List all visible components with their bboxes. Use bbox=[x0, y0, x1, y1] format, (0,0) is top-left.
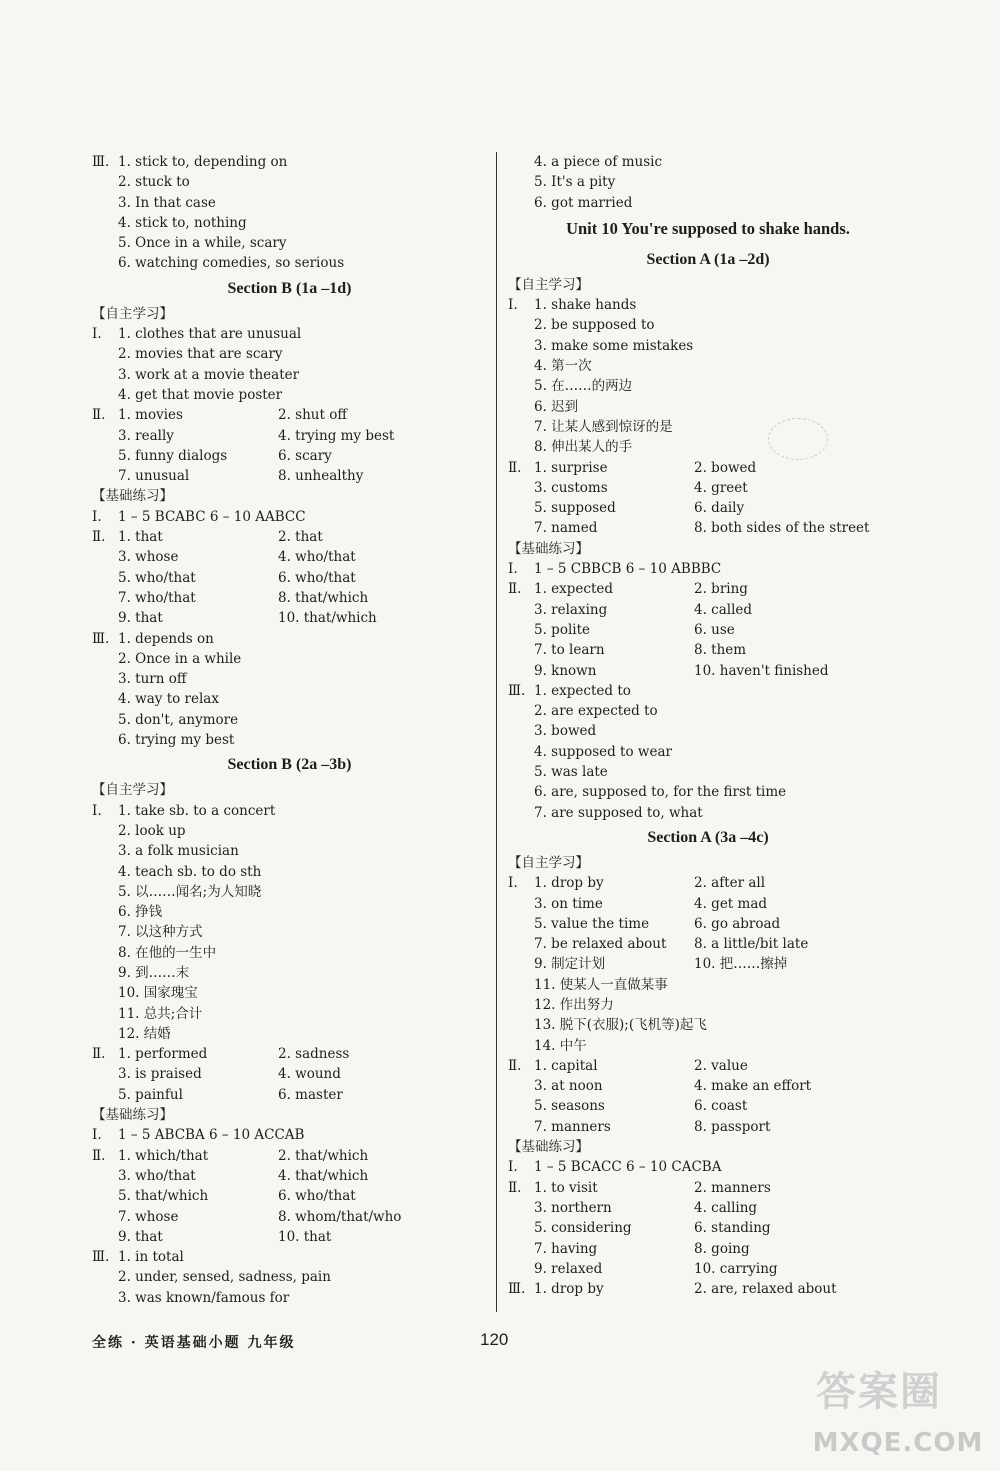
answer-text-second: 8. them bbox=[694, 642, 747, 659]
roman-marker: Ⅰ. bbox=[92, 508, 102, 525]
answer-text: 3. bowed bbox=[534, 723, 597, 740]
roman-marker: Ⅲ. bbox=[508, 682, 526, 699]
answer-text: 2. movies that are scary bbox=[118, 346, 283, 363]
answer-line bbox=[508, 336, 908, 356]
exercise-label: 【基础练习】 bbox=[92, 488, 173, 505]
answer-line bbox=[508, 873, 908, 893]
unit-title: Unit 10 You're supposed to shake hands. bbox=[566, 218, 850, 238]
answer-text: 2. be supposed to bbox=[534, 317, 655, 334]
answer-line bbox=[92, 426, 487, 446]
answer-text-second: 2. manners bbox=[694, 1179, 771, 1196]
answer-line bbox=[92, 669, 487, 689]
answer-text: 13. 脱下(衣服);(飞机等)起飞 bbox=[534, 1017, 707, 1034]
answer-text: 1. to visit bbox=[534, 1179, 598, 1196]
answer-text-second: 4. who/that bbox=[278, 549, 356, 566]
answer-line bbox=[508, 975, 908, 995]
answer-text: 7. 让某人感到惊讶的是 bbox=[534, 418, 673, 435]
answer-text: 3. work at a movie theater bbox=[118, 366, 300, 383]
answer-line bbox=[92, 730, 487, 750]
answer-line bbox=[92, 841, 487, 861]
answer-line bbox=[508, 1056, 908, 1076]
answer-text-second: 6. who/that bbox=[278, 569, 356, 586]
site-watermark bbox=[808, 1360, 988, 1460]
answer-text: 3. In that case bbox=[118, 194, 216, 211]
answer-line bbox=[508, 762, 908, 782]
answer-line bbox=[508, 1279, 908, 1299]
answer-line bbox=[508, 315, 908, 335]
answer-text-second: 8. that/which bbox=[278, 589, 369, 606]
answer-line bbox=[508, 894, 908, 914]
answer-text: 1. surprise bbox=[534, 459, 608, 476]
answer-line bbox=[92, 1044, 487, 1064]
answer-text-second: 8. going bbox=[694, 1240, 750, 1257]
answer-text: 4. a piece of music bbox=[534, 154, 663, 170]
answer-text-second: 6. daily bbox=[694, 500, 745, 517]
answer-text: 1. stick to, depending on bbox=[118, 154, 288, 170]
answer-text-second: 6. scary bbox=[278, 447, 332, 464]
answer-line bbox=[508, 1015, 908, 1035]
answer-text: 4. 第一次 bbox=[534, 358, 592, 375]
answer-line bbox=[508, 579, 908, 599]
answer-line bbox=[92, 1288, 487, 1308]
answer-line bbox=[508, 681, 908, 701]
answer-line bbox=[508, 193, 908, 213]
answer-text: 5. supposed bbox=[534, 500, 616, 517]
answer-text: 3. who/that bbox=[118, 1167, 196, 1184]
answer-line bbox=[92, 821, 487, 841]
roman-marker: Ⅱ. bbox=[508, 1057, 522, 1074]
answer-text: 5. Once in a while, scary bbox=[118, 235, 287, 252]
answer-text: 1. in total bbox=[118, 1249, 184, 1266]
answer-line bbox=[92, 588, 487, 608]
answer-text: 7. 以这种方式 bbox=[118, 924, 203, 941]
answer-text: 2. are expected to bbox=[534, 703, 658, 720]
answer-text-second: 10. carrying bbox=[694, 1260, 778, 1277]
answer-line bbox=[508, 914, 908, 934]
answer-text: 5. was late bbox=[534, 764, 608, 781]
answer-text-second: 2. bowed bbox=[694, 459, 757, 476]
answer-text-second: 10. that/which bbox=[278, 610, 377, 627]
answer-text-second: 2. that bbox=[278, 529, 323, 546]
answer-line bbox=[92, 1186, 487, 1206]
column-divider bbox=[496, 152, 497, 1312]
watermark-logo: 答案圈 bbox=[816, 1369, 942, 1415]
answer-line bbox=[92, 1024, 487, 1044]
exercise-label: 【自主学习】 bbox=[92, 782, 173, 799]
section-heading: Section A (1a –2d) bbox=[646, 250, 770, 268]
roman-marker: Ⅰ. bbox=[508, 561, 518, 578]
answer-text: 11. 总共;合计 bbox=[118, 1005, 203, 1022]
answer-line bbox=[92, 446, 487, 466]
roman-marker: Ⅲ. bbox=[92, 630, 110, 647]
answer-line bbox=[92, 943, 487, 963]
answer-text: 8. 在他的一生中 bbox=[118, 944, 217, 961]
exercise-label: 【基础练习】 bbox=[508, 1139, 589, 1156]
answer-line bbox=[508, 172, 908, 192]
roman-marker: Ⅱ. bbox=[92, 407, 106, 424]
answer-text: 7. are supposed to, what bbox=[534, 804, 703, 821]
answer-line bbox=[508, 1239, 908, 1259]
answer-text: 7. who/that bbox=[118, 589, 196, 606]
answer-line bbox=[92, 1004, 487, 1024]
answer-text: 1. drop by bbox=[534, 875, 604, 892]
answer-text: 5. that/which bbox=[118, 1188, 209, 1205]
answer-text: 1. shake hands bbox=[534, 297, 637, 314]
answer-line bbox=[508, 934, 908, 954]
book-title: 全练 · 英语基础小题 九年级 bbox=[92, 1335, 296, 1351]
answer-text-second: 2. sadness bbox=[278, 1046, 350, 1063]
answer-text: 1 – 5 BCACC 6 – 10 CACBA bbox=[534, 1159, 722, 1176]
answer-line bbox=[508, 518, 908, 538]
answer-text-second: 4. wound bbox=[278, 1066, 341, 1083]
answer-text-second: 4. make an effort bbox=[694, 1078, 812, 1095]
answer-text-second: 4. get mad bbox=[694, 895, 768, 912]
answer-line bbox=[508, 1218, 908, 1238]
answer-line bbox=[508, 1157, 908, 1177]
answer-line bbox=[508, 1076, 908, 1096]
answer-line bbox=[92, 365, 487, 385]
roman-marker: Ⅱ. bbox=[92, 1147, 106, 1164]
answer-line bbox=[92, 608, 487, 628]
answer-text-second: 6. who/that bbox=[278, 1188, 356, 1205]
answer-line bbox=[92, 1064, 487, 1084]
answer-line bbox=[508, 782, 908, 802]
answer-text: 3. whose bbox=[118, 549, 179, 566]
answer-text: 5. don't, anymore bbox=[118, 711, 239, 728]
answer-text-second: 2. value bbox=[694, 1057, 748, 1074]
answer-text: 1. that bbox=[118, 529, 163, 546]
answer-text: 6. are, supposed to, for the first time bbox=[534, 784, 787, 801]
answer-line bbox=[92, 253, 487, 273]
answer-text: 2. stuck to bbox=[118, 174, 190, 191]
left-column bbox=[92, 152, 487, 1308]
answer-text: 4. teach sb. to do sth bbox=[118, 863, 262, 880]
answer-text-second: 6. standing bbox=[694, 1220, 771, 1237]
roman-marker: Ⅰ. bbox=[508, 875, 518, 892]
answer-text: 6. trying my best bbox=[118, 732, 235, 749]
answer-text: 1 – 5 ABCBA 6 – 10 ACCAB bbox=[118, 1127, 305, 1144]
roman-marker: Ⅱ. bbox=[92, 1046, 106, 1063]
answer-line bbox=[508, 376, 908, 396]
answer-text-second: 10. 把……擦掉 bbox=[694, 956, 788, 973]
roman-marker: Ⅰ. bbox=[92, 326, 102, 343]
answer-text-second: 6. use bbox=[694, 621, 735, 638]
answer-text-second: 2. after all bbox=[694, 875, 766, 892]
answer-line bbox=[508, 620, 908, 640]
section-heading: Section B (2a –3b) bbox=[227, 756, 352, 774]
answer-text: 1. depends on bbox=[118, 630, 214, 647]
answer-text: 5. 以……闻名;为人知晓 bbox=[118, 883, 262, 900]
answer-line bbox=[508, 742, 908, 762]
answer-line bbox=[92, 922, 487, 942]
answer-text-second: 8. unhealthy bbox=[278, 468, 364, 485]
answer-text: 5. considering bbox=[534, 1220, 632, 1237]
answer-text-second: 4. trying my best bbox=[278, 427, 395, 444]
answer-text-second: 8. passport bbox=[694, 1118, 771, 1135]
answer-text: 5. polite bbox=[534, 621, 590, 638]
answer-line bbox=[92, 1125, 487, 1145]
answer-line bbox=[92, 902, 487, 922]
right-column bbox=[508, 152, 908, 1299]
exercise-label: 【自主学习】 bbox=[508, 276, 589, 293]
answer-text-second: 6. master bbox=[278, 1086, 343, 1103]
answer-text-second: 2. are, relaxed about bbox=[694, 1281, 837, 1298]
answer-text: 3. was known/famous for bbox=[118, 1289, 290, 1306]
exercise-label: 【基础练习】 bbox=[508, 540, 589, 557]
answer-line bbox=[92, 862, 487, 882]
answer-line bbox=[508, 1036, 908, 1056]
faint-stamp bbox=[768, 418, 828, 460]
answer-text: 1 – 5 BCABC 6 – 10 AABCC bbox=[118, 508, 306, 525]
answer-line bbox=[508, 295, 908, 315]
answer-line bbox=[508, 995, 908, 1015]
answer-text: 7. manners bbox=[534, 1118, 611, 1135]
answer-text: 9. 到……末 bbox=[118, 964, 190, 981]
section-heading: Section B (1a –1d) bbox=[227, 279, 352, 297]
answer-text: 3. at noon bbox=[534, 1078, 603, 1095]
answer-text: 9. that bbox=[118, 610, 163, 627]
answer-text: 7. whose bbox=[118, 1208, 179, 1225]
answer-text: 1. capital bbox=[534, 1057, 598, 1074]
roman-marker: Ⅰ. bbox=[92, 802, 102, 819]
answer-text: 4. get that movie poster bbox=[118, 386, 283, 403]
answer-line bbox=[508, 1096, 908, 1116]
answer-line bbox=[508, 1117, 908, 1137]
answer-text: 5. 在……的两边 bbox=[534, 378, 633, 395]
answer-text: 3. a folk musician bbox=[118, 843, 239, 860]
answer-text: 5. funny dialogs bbox=[118, 447, 228, 464]
answer-line bbox=[92, 385, 487, 405]
answer-line bbox=[92, 568, 487, 588]
answer-line bbox=[92, 527, 487, 547]
answer-line bbox=[92, 710, 487, 730]
roman-marker: Ⅱ. bbox=[92, 529, 106, 546]
answer-text-second: 4. called bbox=[694, 601, 753, 618]
answer-text-second: 4. calling bbox=[694, 1199, 758, 1216]
answer-line bbox=[92, 324, 487, 344]
answer-line bbox=[508, 559, 908, 579]
answer-line bbox=[92, 1166, 487, 1186]
answer-line bbox=[92, 152, 487, 172]
answer-line bbox=[92, 1085, 487, 1105]
answer-text: 5. seasons bbox=[534, 1098, 605, 1115]
roman-marker: Ⅰ. bbox=[92, 1127, 102, 1144]
answer-text: 5. value the time bbox=[534, 915, 650, 932]
answer-text: 9. relaxed bbox=[534, 1260, 603, 1277]
answer-text-second: 10. that bbox=[278, 1228, 332, 1245]
answer-text: 1. drop by bbox=[534, 1281, 604, 1298]
answer-text: 7. named bbox=[534, 520, 598, 537]
answer-line bbox=[92, 1227, 487, 1247]
answer-text: 3. relaxing bbox=[534, 601, 608, 618]
answer-line bbox=[92, 547, 487, 567]
answer-text: 3. customs bbox=[534, 479, 608, 496]
answer-text: 3. is praised bbox=[118, 1066, 202, 1083]
answer-line bbox=[92, 233, 487, 253]
roman-marker: Ⅲ. bbox=[92, 154, 110, 170]
answer-text: 9. known bbox=[534, 662, 597, 679]
answer-text: 3. northern bbox=[534, 1199, 612, 1216]
answer-text: 10. 国家瑰宝 bbox=[118, 985, 198, 1002]
answer-text: 2. look up bbox=[118, 822, 186, 839]
answer-line bbox=[508, 600, 908, 620]
roman-marker: Ⅱ. bbox=[508, 459, 522, 476]
answer-line bbox=[508, 437, 908, 457]
answer-text-second: 10. haven't finished bbox=[694, 662, 829, 679]
answer-text: 7. having bbox=[534, 1240, 598, 1257]
answer-line bbox=[508, 1178, 908, 1198]
answer-line bbox=[508, 701, 908, 721]
answer-line bbox=[92, 193, 487, 213]
answer-text: 4. supposed to wear bbox=[534, 743, 672, 760]
answer-text: 6. got married bbox=[534, 194, 633, 211]
answer-line bbox=[508, 803, 908, 823]
section-heading: Section A (3a –4c) bbox=[647, 828, 769, 846]
answer-text: 1. which/that bbox=[118, 1147, 209, 1164]
answer-text: 1. clothes that are unusual bbox=[118, 326, 302, 343]
answer-line bbox=[508, 1198, 908, 1218]
answer-text-second: 8. both sides of the street bbox=[694, 520, 870, 537]
answer-text: 12. 结婚 bbox=[118, 1025, 171, 1042]
answer-line bbox=[92, 1267, 487, 1287]
answer-text: 1. take sb. to a concert bbox=[118, 802, 276, 819]
answer-text-second: 6. go abroad bbox=[694, 915, 781, 932]
answer-text: 3. on time bbox=[534, 895, 603, 912]
answer-text-second: 4. that/which bbox=[278, 1167, 369, 1184]
roman-marker: Ⅰ. bbox=[508, 297, 518, 314]
answer-line bbox=[508, 498, 908, 518]
answer-text: 2. under, sensed, sadness, pain bbox=[118, 1269, 331, 1286]
answer-line bbox=[508, 954, 908, 974]
answer-line bbox=[92, 1207, 487, 1227]
answer-line bbox=[508, 661, 908, 681]
answer-line bbox=[92, 344, 487, 364]
answer-text: 7. be relaxed about bbox=[534, 936, 667, 953]
answer-text-second: 2. shut off bbox=[278, 407, 347, 424]
answer-line bbox=[92, 689, 487, 709]
roman-marker: Ⅱ. bbox=[508, 1179, 522, 1196]
answer-text: 11. 使某人一直做某事 bbox=[534, 976, 668, 993]
answer-text: 1. performed bbox=[118, 1046, 208, 1063]
answer-line bbox=[92, 801, 487, 821]
answer-text: 4. way to relax bbox=[118, 691, 219, 708]
answer-text: 12. 作出努力 bbox=[534, 996, 614, 1013]
answer-line bbox=[508, 721, 908, 741]
answer-line bbox=[508, 152, 908, 172]
answer-text: 5. It's a pity bbox=[534, 174, 616, 191]
answer-line bbox=[508, 417, 908, 437]
answer-text-second: 8. a little/bit late bbox=[694, 936, 809, 953]
answer-line bbox=[508, 458, 908, 478]
answer-text: 14. 中午 bbox=[534, 1037, 587, 1054]
answer-line bbox=[508, 640, 908, 660]
answer-text: 1. movies bbox=[118, 407, 183, 424]
answer-text: 9. that bbox=[118, 1228, 163, 1245]
answer-line bbox=[92, 983, 487, 1003]
answer-text: 6. 挣钱 bbox=[118, 904, 163, 921]
answer-text: 3. really bbox=[118, 427, 174, 444]
exercise-label: 【基础练习】 bbox=[92, 1107, 173, 1124]
roman-marker: Ⅲ. bbox=[92, 1249, 110, 1266]
answer-text: 5. painful bbox=[118, 1086, 183, 1103]
answer-text-second: 2. bring bbox=[694, 581, 748, 598]
page-number: 120 bbox=[480, 1330, 509, 1349]
answer-text-second: 6. coast bbox=[694, 1098, 748, 1115]
answer-text: 6. watching comedies, so serious bbox=[118, 255, 345, 272]
answer-line bbox=[508, 478, 908, 498]
answer-text-second: 8. whom/that/who bbox=[278, 1208, 402, 1225]
answer-text-second: 4. greet bbox=[694, 479, 748, 496]
answer-line bbox=[92, 507, 487, 527]
answer-line bbox=[92, 629, 487, 649]
answer-line bbox=[508, 356, 908, 376]
answer-text: 9. 制定计划 bbox=[534, 956, 606, 973]
answer-text-second: 2. that/which bbox=[278, 1147, 369, 1164]
answer-text: 7. to learn bbox=[534, 642, 605, 659]
exercise-label: 【自主学习】 bbox=[92, 305, 173, 322]
answer-line bbox=[92, 1247, 487, 1267]
answer-text: 4. stick to, nothing bbox=[118, 214, 247, 231]
answer-text: 7. unusual bbox=[118, 468, 190, 485]
answer-line bbox=[92, 882, 487, 902]
answer-text: 3. turn off bbox=[118, 671, 187, 688]
answer-text: 5. who/that bbox=[118, 569, 196, 586]
answer-line bbox=[92, 963, 487, 983]
answer-text: 1. expected bbox=[534, 581, 614, 598]
roman-marker: Ⅰ. bbox=[508, 1159, 518, 1176]
answer-line bbox=[92, 405, 487, 425]
exercise-label: 【自主学习】 bbox=[508, 854, 589, 871]
watermark-site: MXQE.COM bbox=[812, 1428, 984, 1458]
answer-text: 6. 迟到 bbox=[534, 398, 579, 415]
answer-line bbox=[92, 1146, 487, 1166]
answer-line bbox=[92, 466, 487, 486]
roman-marker: Ⅱ. bbox=[508, 581, 522, 598]
answer-line bbox=[508, 1259, 908, 1279]
answer-line bbox=[92, 649, 487, 669]
answer-text: 1. expected to bbox=[534, 682, 631, 699]
answer-line bbox=[92, 172, 487, 192]
answer-text: 8. 伸出某人的手 bbox=[534, 439, 633, 456]
answer-line bbox=[508, 397, 908, 417]
answer-line bbox=[92, 213, 487, 233]
answer-text: 2. Once in a while bbox=[118, 650, 242, 667]
roman-marker: Ⅲ. bbox=[508, 1281, 526, 1298]
answer-text: 1 – 5 CBBCB 6 – 10 ABBBC bbox=[534, 561, 722, 578]
answer-text: 3. make some mistakes bbox=[534, 337, 694, 354]
